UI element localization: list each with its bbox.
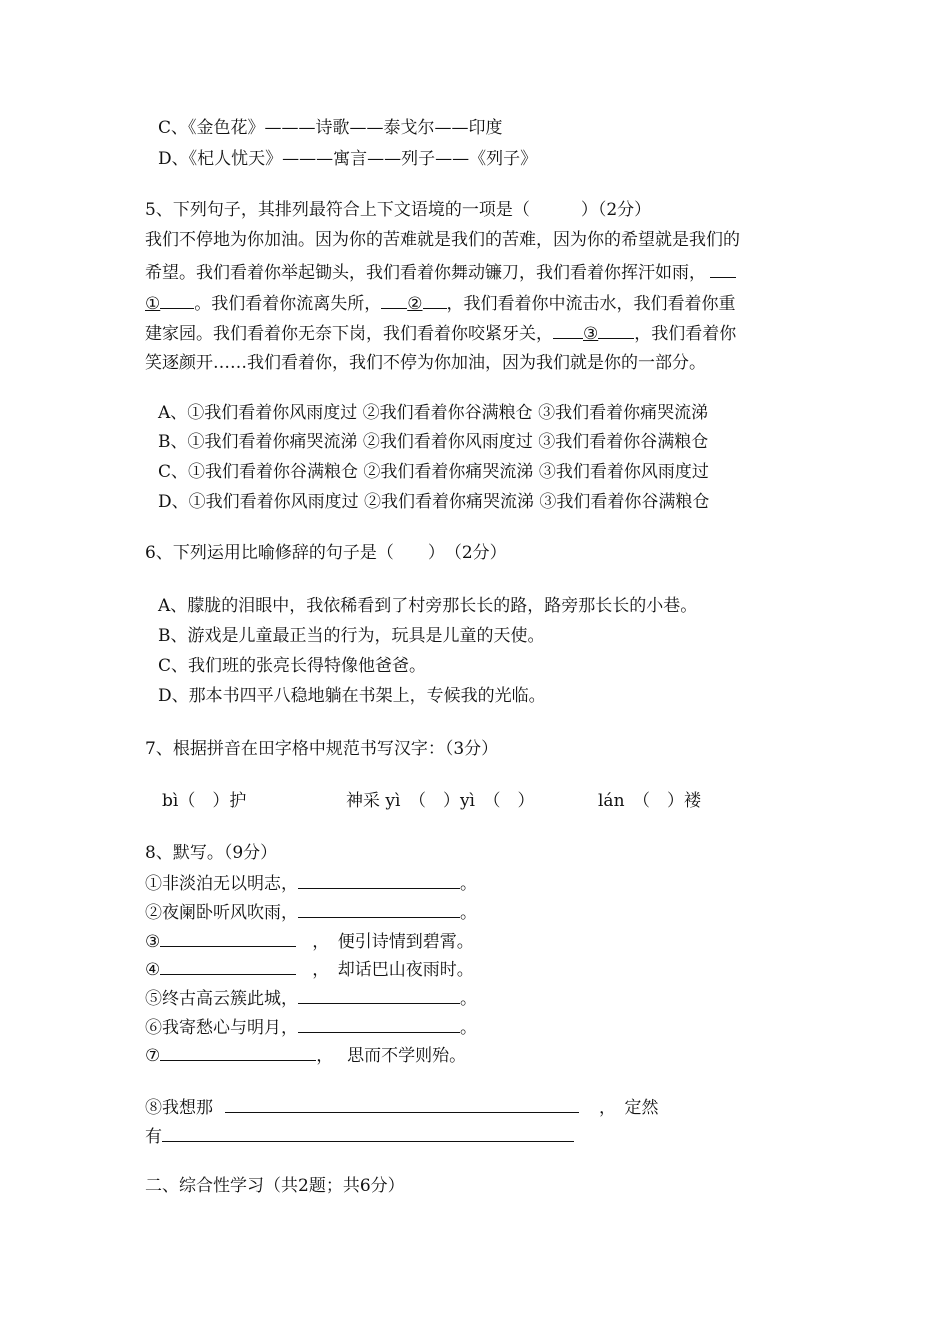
- answer-blank[interactable]: [298, 872, 460, 889]
- q6-title: 6、下列运用比喻修辞的句子是（ ） （2分）: [145, 543, 507, 563]
- answer-blank[interactable]: [298, 901, 460, 918]
- answer-blank[interactable]: [162, 1125, 574, 1142]
- q6-option-a: A、朦胧的泪眼中，我依稀看到了村旁那长长的路，路旁那长长的小巷。: [158, 596, 698, 616]
- q6-option-d: D、那本书四平八稳地躺在书架上，专候我的光临。: [158, 686, 546, 706]
- q5-passage-line-5: 笑逐颜开……我们看着你，我们不停为你加油，因为我们就是你的一部分。: [145, 353, 706, 373]
- q6-option-c: C、我们班的张亮长得特像他爸爸。: [158, 656, 427, 676]
- q7-item-2: 神采 yì （ ）yì （ ）: [346, 791, 535, 811]
- q8-title: 8、默写。（9分）: [145, 843, 278, 863]
- section-2-heading: 二、综合性学习（共2题；共6分）: [145, 1176, 405, 1196]
- blank-marker-3: ③: [583, 324, 599, 344]
- q7-item-3: lán （ ）褛: [598, 791, 702, 811]
- blank-marker-1: ①: [145, 294, 161, 314]
- q8-line-7: ⑦ ， 思而不学则殆。: [145, 1046, 467, 1066]
- q5-passage-line-2: 希望。我们看着你举起锄头，我们看着你舞动镰刀，我们看着你挥汗如雨，: [145, 261, 736, 283]
- q5-option-b: B、①我们看着你痛哭流涕 ②我们看着你风雨度过 ③我们看着你谷满粮仓: [158, 432, 709, 452]
- answer-blank[interactable]: [298, 1016, 460, 1033]
- q4-option-c: C、《金色花》———诗歌——泰戈尔——印度: [158, 118, 503, 138]
- answer-blank[interactable]: [160, 1044, 316, 1061]
- blank-marker-2: ②: [407, 294, 423, 314]
- q8-line-6: ⑥我寄愁心与明月， 。: [145, 1018, 477, 1038]
- answer-blank[interactable]: [160, 930, 296, 947]
- q8-line-8: ⑧我想那 ， 定然: [145, 1098, 659, 1118]
- q5-passage-line-1: 我们不停地为你加油。因为你的苦难就是我们的苦难，因为你的希望就是我们的: [145, 230, 740, 250]
- q4-option-d: D、《杞人忧天》———寓言——列子——《列子》: [158, 149, 538, 169]
- q5-option-d: D、①我们看着你风雨度过 ②我们看着你痛哭流涕 ③我们看着你谷满粮仓: [158, 492, 710, 512]
- q8-line-1: ①非淡泊无以明志， 。: [145, 874, 477, 894]
- q8-line-4: ④ ， 却话巴山夜雨时。: [145, 960, 474, 980]
- q5-option-c: C、①我们看着你谷满粮仓 ②我们看着你痛哭流涕 ③我们看着你风雨度过: [158, 462, 709, 482]
- q5-passage-line-4: 建家园。我们看着你无奈下岗，我们看着你咬紧牙关， ③ ，我们看着你: [145, 324, 737, 344]
- q5-passage-line-3: ① 。我们看着你流离失所， ② ，我们看着你中流击水，我们看着你重: [145, 294, 736, 314]
- q7-item-1: bì（ ）护: [162, 791, 247, 811]
- answer-blank[interactable]: [160, 958, 296, 975]
- answer-blank[interactable]: [225, 1096, 579, 1113]
- q8-line-5: ⑤终古高云簇此城， 。: [145, 989, 477, 1009]
- q8-line-9: 有: [145, 1125, 574, 1147]
- answer-blank[interactable]: [298, 987, 460, 1004]
- q5-title: 5、下列句子，其排列最符合上下文语境的一项是（ ）（2分）: [145, 200, 652, 220]
- q5-option-a: A、①我们看着你风雨度过 ②我们看着你谷满粮仓 ③我们看着你痛哭流涕: [158, 403, 709, 423]
- q8-line-2: ②夜阑卧听风吹雨， 。: [145, 903, 477, 923]
- q6-option-b: B、游戏是儿童最正当的行为，玩具是儿童的天使。: [158, 626, 545, 646]
- q8-line-3: ③ ， 便引诗情到碧霄。: [145, 932, 474, 952]
- q7-title: 7、根据拼音在田字格中规范书写汉字：（3分）: [145, 739, 499, 759]
